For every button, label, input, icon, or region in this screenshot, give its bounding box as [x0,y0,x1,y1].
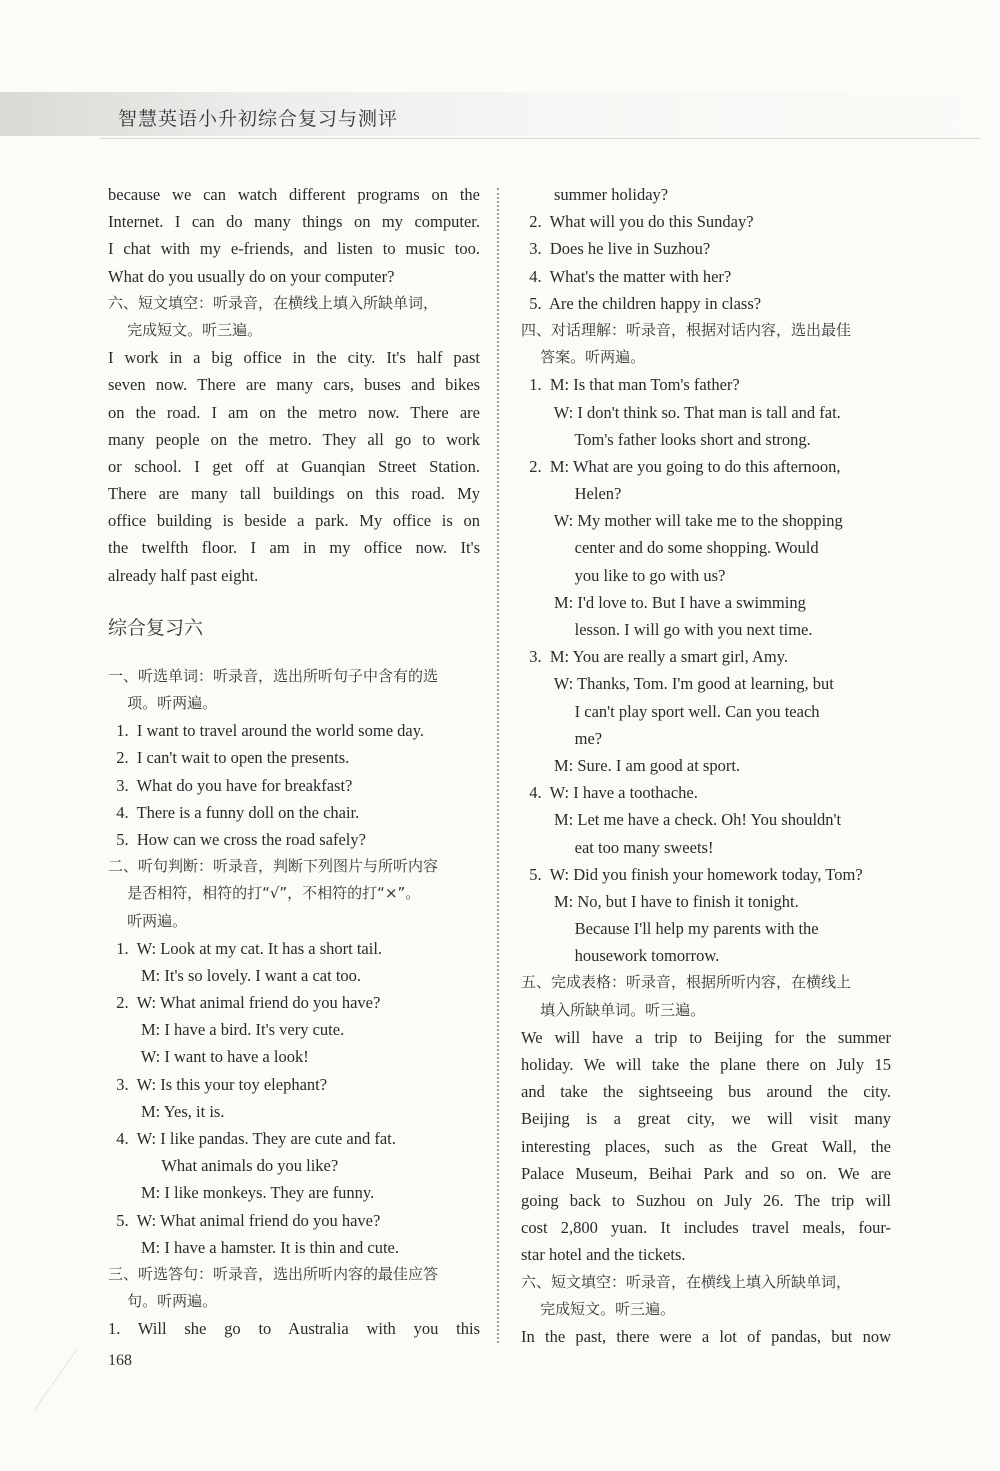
text-line: I work in a big office in the city. It's half past [108,348,480,368]
text-line: W: I want to have a look! [108,1047,309,1067]
text-line: 一、听选单词：听录音，选出所听句子中含有的选 [108,666,439,685]
text-line: because we can watch different programs on the [108,185,480,204]
text-line: 五、完成表格：听录音，根据所听内容，在横线上 [521,973,852,992]
text-line: M: Let me have a check. Oh! You shouldn't [521,810,842,830]
text-line: Because I'll help my parents with the [521,919,819,939]
book-title: 智慧英语小升初综合复习与测评 [118,108,399,130]
text-line: 句。听两遍。 [108,1292,218,1311]
text-line: 5. W: What animal friend do you have? [108,1210,381,1230]
text-line: star hotel and the tickets. [521,1245,686,1265]
text-line: M: I'd love to. But I have a swimming [521,592,806,612]
text-line: interesting places, such as the Great Wall, the [521,1136,891,1156]
text-line: 4. W: I have a toothache. [521,783,698,803]
text-line: 答案。听两遍。 [521,348,646,367]
text-line: We will have a trip to Beijing for the summer [521,1027,891,1047]
column-divider [497,188,499,1343]
text-line: 3. Does he live in Suzhou? [521,239,711,259]
text-line: 4. What's the matter with her? [521,266,732,286]
text-line: or school. I get off at Guanqian Street Station. [108,456,480,476]
text-line: 项。听两遍。 [108,694,218,712]
text-line: housework tomorrow. [521,946,720,966]
text-line: 四、对话理解：听录音，根据对话内容，选出最佳 [521,320,852,339]
text-line: summer holiday? [521,185,669,204]
text-line: I chat with my e-friends, and listen to music too. [108,239,480,259]
text-line: M: It's so lovely. I want a cat too. [108,965,362,985]
text-line: I can't play sport well. Can you teach [521,701,820,721]
text-line: 4. There is a funny doll on the chair. [108,802,360,822]
text-line: me? [521,728,603,748]
text-line: 六、短文填空：听录音，在横线上填入所缺单词， [108,293,439,312]
text-line: 完成短文。听三遍。 [108,320,263,339]
page-number: 168 [108,1352,132,1369]
text-line: office building is beside a park. My office is on [108,511,480,531]
text-line: 3. What do you have for breakfast? [108,775,353,795]
text-line: 是否相符，相符的打“√”，不相符的打“×”。 [108,884,421,903]
text-line: you like to go with us? [521,565,726,585]
text-line: going back to Suzhou on July 26. The trip will [521,1190,891,1210]
text-line: In the past, there were a lot of pandas, but now [521,1326,891,1346]
text-line: 听两遍。 [108,911,188,930]
text-line: Palace Museum, Beihai Park and so on. We are [521,1163,891,1183]
text-line: and take the sightseeing bus around the city. [521,1082,891,1102]
text-line: W: My mother will take me to the shopping [521,511,843,531]
right-column [521,181,891,1350]
text-line: There are many tall buildings on this road. My [108,484,480,504]
text-line: 5. How can we cross the road safely? [108,829,366,849]
text-line: 2. What will you do this Sunday? [521,212,754,232]
text-line: Helen? [521,484,622,504]
text-line: on the road. I am on the metro now. There are [108,402,480,422]
section-title: 综合复习六 [108,616,204,639]
text-line: many people on the metro. They all go to work [108,429,480,449]
text-line: 5. W: Did you finish your homework today, Tom? [521,864,863,884]
text-line: 二、听句判断：听录音，判断下列图片与所听内容 [108,857,439,876]
text-line: 六、短文填空：听录音，在横线上填入所缺单词， [521,1272,852,1291]
text-line: 3. M: You are really a smart girl, Amy. [521,647,789,667]
text-line: 4. W: I like pandas. They are cute and fat. [108,1129,396,1148]
text-line: eat too many sweets! [521,837,714,857]
text-line: Internet. I can do many things on my computer. [108,212,480,232]
text-line: 2. I can't wait to open the presents. [108,748,350,768]
header-rule [100,138,980,139]
text-line: holiday. We will take the plane there on July 15 [521,1055,891,1074]
text-line: 5. Are the children happy in class? [521,293,762,313]
text-line: Beijing is a great city, we will visit many [521,1109,891,1129]
text-line: What animals do you like? [108,1156,339,1176]
text-line: W: Thanks, Tom. I'm good at learning, but [521,674,834,694]
text-line: M: Yes, it is. [108,1101,225,1121]
text-line: 2. M: What are you going to do this afternoon, [521,456,841,476]
text-line: lesson. I will go with you next time. [521,620,813,639]
text-line: 填入所缺单词。听三遍。 [521,1000,706,1019]
text-line: 1. W: Look at my cat. It has a short tail. [108,938,383,958]
text-line: cost 2,800 yuan. It includes travel meals, four- [521,1218,891,1238]
text-line: 1. M: Is that man Tom's father? [521,375,740,395]
text-line: M: I have a hamster. It is thin and cute. [108,1237,399,1257]
text-line: 1. I want to travel around the world some day. [108,721,425,741]
text-line: 2. W: What animal friend do you have? [108,993,381,1013]
text-line: already half past eight. [108,565,259,585]
text-line: W: I don't think so. That man is tall and fat. [521,402,841,422]
text-line: 3. W: Is this your toy elephant? [108,1074,328,1094]
left-column [108,181,480,1343]
text-line: seven now. There are many cars, buses and bikes [108,375,480,395]
text-line: M: I have a bird. It's very cute. [108,1020,345,1040]
text-line: What do you usually do on your computer? [108,266,395,286]
text-line: the twelfth floor. I am in my office now. It's [108,538,480,558]
text-line: M: Sure. I am good at sport. [521,755,741,775]
text-line: 三、听选答句：听录音，选出所听内容的最佳应答 [108,1264,439,1283]
text-line: Tom's father looks short and strong. [521,429,811,449]
text-line: 完成短文。听三遍。 [521,1299,676,1318]
text-line: M: I like monkeys. They are funny. [108,1183,375,1203]
text-line: 1. Will she go to Australia with you this [108,1319,480,1339]
text-line: center and do some shopping. Would [521,538,819,558]
text-line: M: No, but I have to finish it tonight. [521,891,799,911]
